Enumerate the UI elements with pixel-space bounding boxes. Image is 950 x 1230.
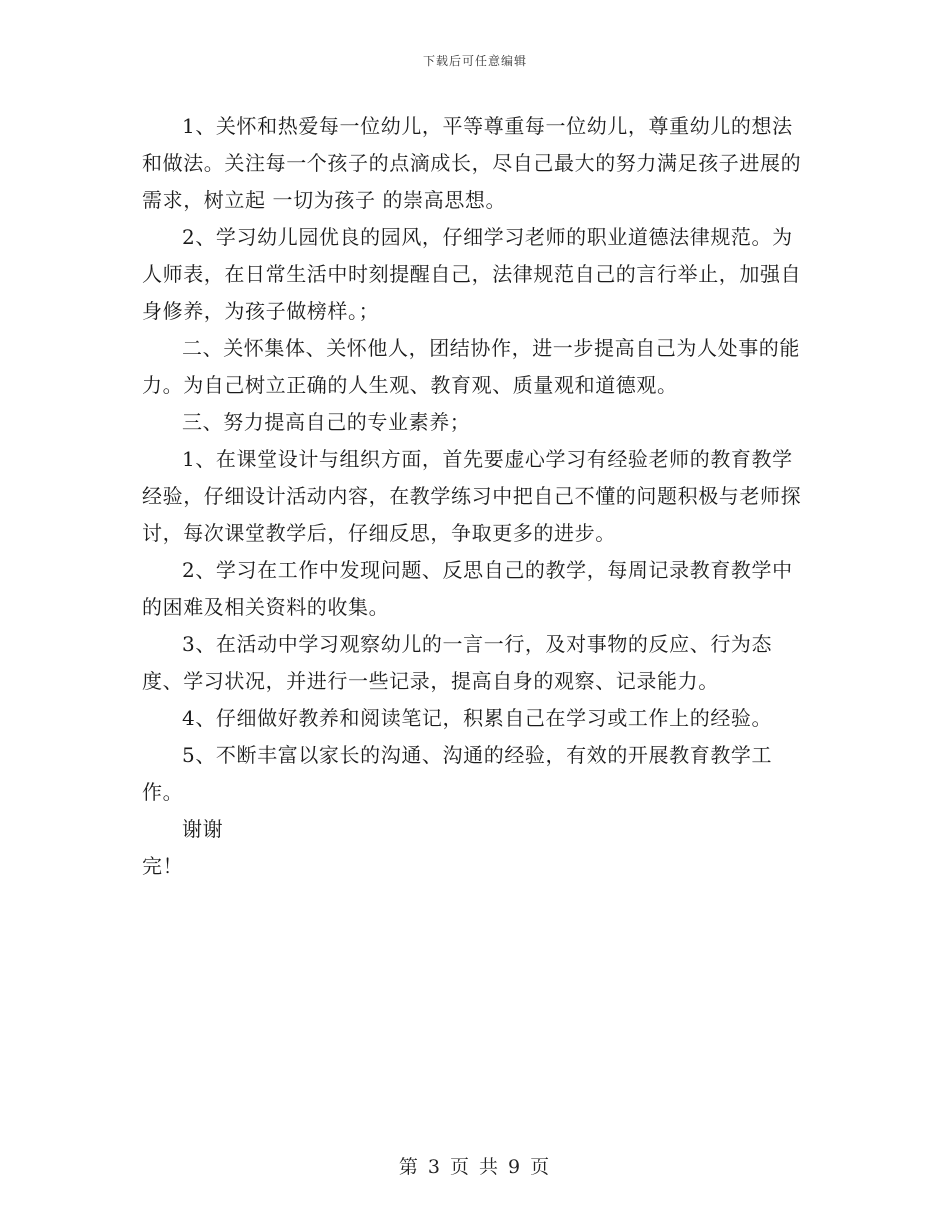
closing-thanks: 谢谢 <box>182 817 224 841</box>
paragraph-6: 2、学习在工作中发现问题、反思自己的教学，每周记录教育教学中的困难及相关资料的收集。 <box>142 558 793 619</box>
page-number: 第 3 页 共 9 页 <box>398 1156 552 1178</box>
paragraph-7: 3、在活动中学习观察幼儿的一言一行，及对事物的反应、行为态度、学习状况，并进行一些记录，提高自身的观察、记录能力。 <box>142 632 773 693</box>
document-body <box>142 108 812 885</box>
paragraph-5: 1、在课堂设计与组织方面，首先要虚心学习有经验老师的教育教学经验，仔细设计活动内容，在教学练习中把自己不懂的问题积极与老师探讨，每次课堂教学后，仔细反思，争取更多的进步。 <box>142 447 802 545</box>
paragraph-8: 4、仔细做好教养和阅读笔记，积累自己在学习或工作上的经验。 <box>182 706 773 730</box>
paragraph-3: 二、关怀集体、关怀他人，团结协作，进一步提高自己为人处事的能力。为自己树立正确的人生观、教育观、质量观和道德观。 <box>142 336 800 397</box>
page-header: 下载后可任意编辑 <box>422 54 527 68</box>
paragraph-1: 1、关怀和热爱每一位幼儿，平等尊重每一位幼儿，尊重幼儿的想法和做法。关注每一个孩子的点滴成长，尽自己最大的努力满足孩子进展的需求，树立起 一切为孩子 的崇高思想。 <box>142 114 802 212</box>
paragraph-9: 5、不断丰富以家长的沟通、沟通的经验，有效的开展教育教学工作。 <box>142 743 773 804</box>
paragraph-4: 三、努力提高自己的专业素养； <box>182 410 471 434</box>
paragraph-2: 2、学习幼儿园优良的园风，仔细学习老师的职业道德法律规范。为人师表，在日常生活中时刻提醒自己，法律规范自己的言行举止，加强自身修养，为孩子做榜样。； <box>142 225 802 323</box>
closing-end: 完！ <box>142 854 184 878</box>
